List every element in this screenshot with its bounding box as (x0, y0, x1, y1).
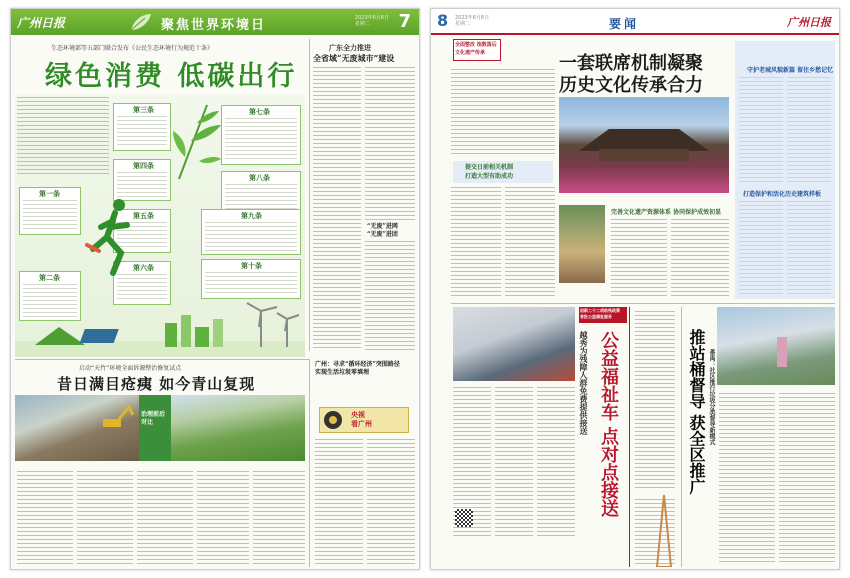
newspaper-logo: 广州日报 (17, 16, 66, 30)
runner-illustration (83, 197, 145, 279)
person-figure (777, 337, 787, 367)
body-text (505, 187, 555, 299)
lead-text (451, 149, 555, 157)
body-text (253, 471, 305, 567)
issue-date: 2023年6月6日 星期二 (354, 15, 389, 27)
column-rule (309, 359, 310, 567)
lead-kicker: 生态环境部等五部门联合发布《公民生态环境行为规范十条》 (51, 45, 214, 52)
clause-text (117, 172, 167, 198)
camera-icon (323, 410, 343, 430)
section-rule (451, 303, 835, 304)
mid-subhead2: 完善文化遗产资源体系 协同保护成效初显 (611, 209, 722, 216)
body-text (17, 471, 73, 567)
section-title: 要闻 (609, 17, 640, 31)
clause-label: 第四条 (133, 162, 154, 170)
top-headline-line1: 一套联席机制凝聚 (559, 53, 703, 74)
column-rule (629, 307, 630, 567)
sidebar-kicker: 广东全力推进 (329, 44, 371, 52)
side-title2: 打造保护和活化历史建筑样板 (743, 191, 822, 198)
issue-date: 2023年6月6日 星期二 (455, 15, 490, 27)
right-vertical-headline: 推站桶督导 获全区推广 (687, 329, 706, 495)
clause-label: 第三条 (133, 106, 154, 114)
section-rule (15, 359, 309, 360)
after-photo (171, 395, 305, 461)
right-vertical-sub: 番禺：社区推行垃圾分类督导新模式 (708, 349, 715, 445)
qr-code (455, 509, 473, 527)
photo-badge: 治理前后 对比 (141, 411, 166, 426)
body-text (779, 393, 835, 565)
temple-roof-icon (579, 121, 709, 161)
tower-illustration (651, 495, 677, 567)
lower-badge: 创新二十二项助残政策 首批公益福祉服务 (580, 308, 620, 319)
body-text (77, 471, 133, 567)
clause-label: 第七条 (249, 108, 270, 116)
sidebar-headline: 全省域“无废城市”建设 (313, 53, 395, 63)
body-text (137, 471, 193, 567)
top-badge: 全面整改 指数落后 文化遗产传承 (455, 42, 497, 56)
clause-label: 第八条 (249, 174, 270, 182)
bins-photo (717, 307, 835, 385)
clause-label: 第六条 (133, 264, 154, 272)
top-headline-line2: 历史文化传承合力 (559, 75, 703, 96)
clause-label: 第五条 (133, 212, 154, 220)
sidebar-subhead: “无废”进网 “无废”进团 (367, 223, 398, 238)
body-text (495, 387, 533, 537)
clause-label: 第一条 (39, 190, 60, 198)
page-header-left (11, 9, 419, 35)
clause-text (23, 200, 77, 232)
body-text (635, 311, 675, 491)
bottom-right-headline: 广州：寻求“循环经济”突围路径 实现生活垃圾零填埋 (315, 361, 400, 376)
clause-label: 第二条 (39, 274, 60, 282)
leaf-icon (129, 12, 153, 32)
newspaper-page-left (10, 8, 420, 570)
lead-headline: 绿色消费 低碳出行 (45, 61, 298, 92)
car-photo (453, 307, 575, 381)
column-rule (681, 307, 682, 567)
page-header-right (431, 9, 839, 35)
newspaper-logo: 广州日报 (787, 16, 831, 29)
body-text (719, 393, 775, 565)
before-photo (15, 395, 139, 461)
lower-vertical-headline: 公益福祉车 点对点接送 (598, 331, 619, 518)
clause-text (225, 118, 297, 162)
green-city-illustration (15, 301, 305, 357)
clause-text (117, 116, 167, 148)
photo-badge-panel (139, 395, 171, 461)
clause-label: 第十条 (241, 262, 262, 270)
sidebar-text-col2b (365, 241, 415, 351)
street-photo (559, 205, 605, 283)
tv-badge: 央视 看广州 (351, 410, 372, 428)
mid-subhead: 提交日前相关机制 打造大型有助成功 (465, 164, 514, 180)
page-number: 8 (437, 11, 449, 30)
body-text (611, 219, 667, 299)
body-text (739, 77, 783, 183)
page-number: 7 (398, 11, 411, 32)
body-text (315, 439, 363, 567)
body-text (787, 201, 831, 295)
bottom-kicker: 启动“天竹”环境全面诉源整治修复试点 (79, 365, 182, 372)
body-text (537, 387, 575, 537)
heritage-photo (559, 97, 729, 193)
clause-text (205, 272, 297, 296)
clause-text (225, 184, 297, 210)
body-text (197, 471, 249, 567)
lead-body-text (17, 97, 109, 175)
sidebar-text-col1 (313, 67, 361, 351)
clause-label: 第九条 (241, 212, 262, 220)
body-text (739, 201, 783, 295)
newspaper-page-right (430, 8, 840, 570)
excavator-icon (99, 401, 135, 431)
lead-text (451, 69, 555, 149)
clause-text (205, 222, 297, 252)
side-title1: 守护老城风貌新篇 留住乡愁记忆 (747, 67, 834, 74)
lower-vertical-sub: 越秀为残障人群免费提供接送 (579, 331, 589, 435)
body-text (451, 187, 501, 299)
body-text (671, 219, 729, 299)
column-rule (309, 39, 310, 351)
section-title: 聚焦世界环境日 (161, 18, 267, 33)
bamboo-illustration (171, 101, 223, 181)
body-text (787, 77, 831, 183)
sidebar-text-col2 (365, 67, 415, 221)
body-text (367, 439, 415, 567)
bottom-headline: 昔日满目疮痍 如今青山复现 (57, 375, 256, 393)
